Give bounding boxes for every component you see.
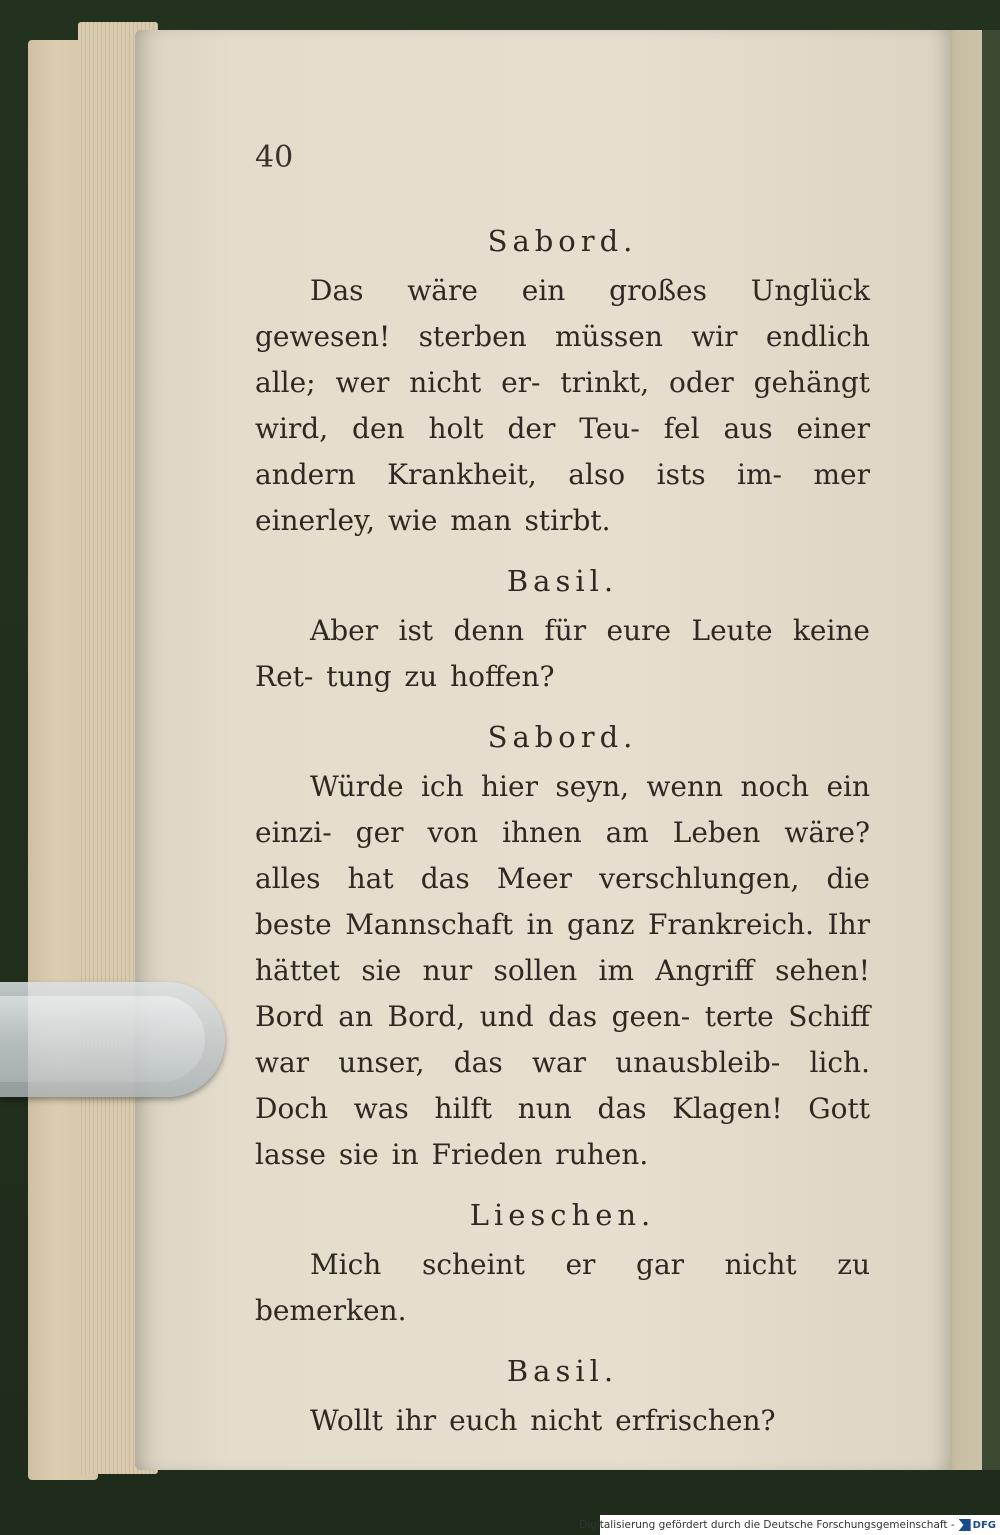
dialogue-paragraph: Mich scheint er gar nicht zu bemerken. (255, 1248, 870, 1327)
speaker-heading: Basil. (506, 1354, 619, 1388)
dialogue-paragraph: Wollt ihr euch nicht erfrischen? (310, 1404, 776, 1437)
digitization-footer (579, 1515, 1000, 1535)
page-number: 40 (255, 140, 294, 175)
page-text (255, 222, 870, 1462)
page-clamp-highlight (0, 996, 205, 1082)
speaker-heading: Sabord. (487, 720, 638, 754)
dfg-mark-icon (959, 1519, 971, 1531)
speaker-heading: Sabord. (487, 224, 638, 258)
dialogue-paragraph: Würde ich hier seyn, wenn noch ein einzi- ger von ihnen am Leben wäre? alles hat das Meer verschlungen, die beste Mannschaft in ganz Frankreich. Ihr hättet sie nur sollen im Angriff sehen! Bord an Bord, und das geen- terte Schiff war unser, das war unausbleib- lich. Doch was hilft nun das Klagen! Gott lasse sie in Frieden ruhen. (255, 770, 870, 1171)
binding-strip (982, 30, 1000, 1470)
dialogue-paragraph: Das wäre ein großes Unglück gewesen! sterben müssen wir endlich alle; wer nicht er- trinkt, oder gehängt wird, den holt der Teu- fel aus einer andern Krankheit, also ists im- mer einerley, wie man stirbt. (255, 274, 870, 537)
dialogue-paragraph: Aber ist denn für eure Leute keine Ret- tung zu hoffen? (255, 614, 870, 693)
speaker-heading: Basil. (506, 564, 619, 598)
footer-credit: Digitalisierung gefördert durch die Deutsche Forschungsgemeinschaft - (579, 1519, 955, 1531)
dfg-logo-text: DFG (972, 1519, 996, 1531)
speaker-heading: Lieschen. (469, 1198, 656, 1232)
dfg-logo-icon (959, 1519, 996, 1531)
